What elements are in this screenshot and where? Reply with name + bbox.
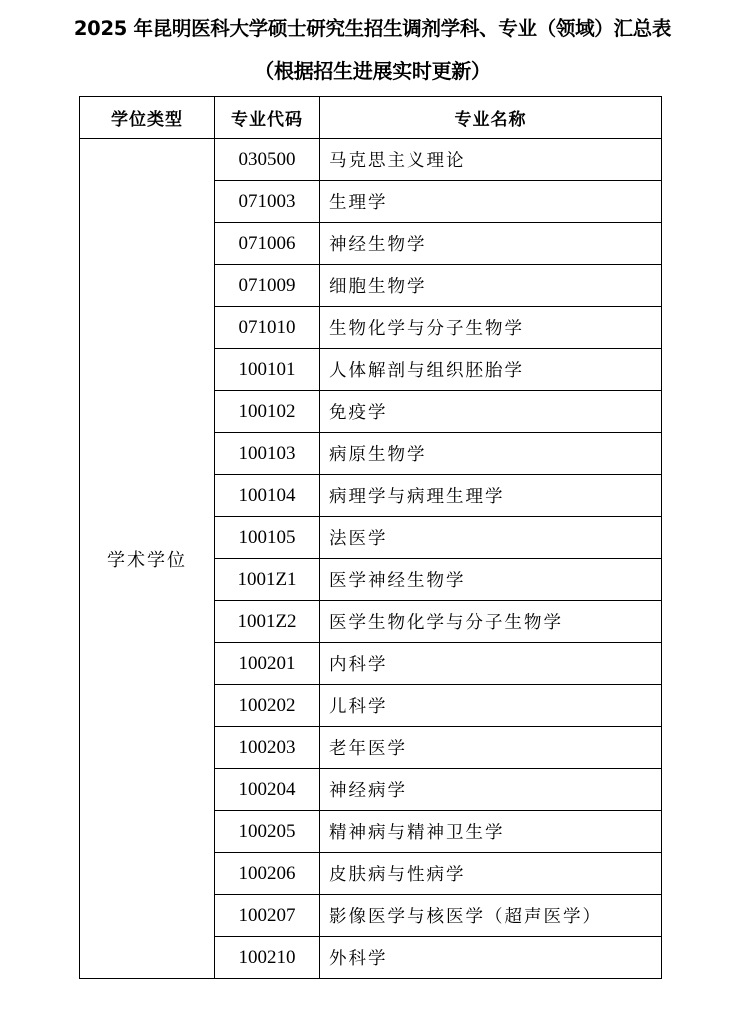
header-major-name: 专业名称 bbox=[320, 97, 662, 139]
major-name-cell: 精神病与精神卫生学 bbox=[320, 811, 662, 853]
major-code-cell: 1001Z1 bbox=[215, 559, 320, 601]
major-code-cell: 100102 bbox=[215, 391, 320, 433]
major-name-cell: 细胞生物学 bbox=[320, 265, 662, 307]
major-code-cell: 100204 bbox=[215, 769, 320, 811]
major-code-cell: 100202 bbox=[215, 685, 320, 727]
major-name-cell: 儿科学 bbox=[320, 685, 662, 727]
major-name-cell: 生物化学与分子生物学 bbox=[320, 307, 662, 349]
major-name-cell: 外科学 bbox=[320, 937, 662, 979]
document-title: 2025 年昆明医科大学硕士研究生招生调剂学科、专业（领域）汇总表 bbox=[73, 17, 672, 40]
major-name-cell: 生理学 bbox=[320, 181, 662, 223]
major-name-cell: 免疫学 bbox=[320, 391, 662, 433]
major-name-cell: 法医学 bbox=[320, 517, 662, 559]
major-code-cell: 1001Z2 bbox=[215, 601, 320, 643]
major-name-cell: 人体解剖与组织胚胎学 bbox=[320, 349, 662, 391]
major-name-cell: 影像医学与核医学（超声医学） bbox=[320, 895, 662, 937]
major-name-cell: 病原生物学 bbox=[320, 433, 662, 475]
major-code-cell: 100206 bbox=[215, 853, 320, 895]
header-major-code: 专业代码 bbox=[215, 97, 320, 139]
table-row bbox=[80, 139, 662, 181]
major-code-cell: 100205 bbox=[215, 811, 320, 853]
document-subtitle: （根据招生进展实时更新） bbox=[254, 59, 491, 83]
major-code-cell: 100101 bbox=[215, 349, 320, 391]
degree-type-cell: 学术学位 bbox=[80, 139, 215, 979]
major-code-cell: 071009 bbox=[215, 265, 320, 307]
major-name-cell: 神经生物学 bbox=[320, 223, 662, 265]
major-name-cell: 病理学与病理生理学 bbox=[320, 475, 662, 517]
major-code-cell: 100207 bbox=[215, 895, 320, 937]
major-name-cell: 内科学 bbox=[320, 643, 662, 685]
major-code-cell: 100201 bbox=[215, 643, 320, 685]
major-name-cell: 马克思主义理论 bbox=[320, 139, 662, 181]
major-name-cell: 皮肤病与性病学 bbox=[320, 853, 662, 895]
major-name-cell: 医学生物化学与分子生物学 bbox=[320, 601, 662, 643]
discipline-table bbox=[79, 96, 662, 979]
major-code-cell: 100203 bbox=[215, 727, 320, 769]
major-code-cell: 100104 bbox=[215, 475, 320, 517]
major-code-cell: 030500 bbox=[215, 139, 320, 181]
major-code-cell: 100103 bbox=[215, 433, 320, 475]
major-code-cell: 100105 bbox=[215, 517, 320, 559]
major-code-cell: 100210 bbox=[215, 937, 320, 979]
major-name-cell: 医学神经生物学 bbox=[320, 559, 662, 601]
major-code-cell: 071003 bbox=[215, 181, 320, 223]
major-code-cell: 071010 bbox=[215, 307, 320, 349]
header-degree-type: 学位类型 bbox=[80, 97, 215, 139]
table-header-row bbox=[80, 97, 662, 139]
major-name-cell: 老年医学 bbox=[320, 727, 662, 769]
major-code-cell: 071006 bbox=[215, 223, 320, 265]
table-body bbox=[80, 139, 662, 979]
major-name-cell: 神经病学 bbox=[320, 769, 662, 811]
